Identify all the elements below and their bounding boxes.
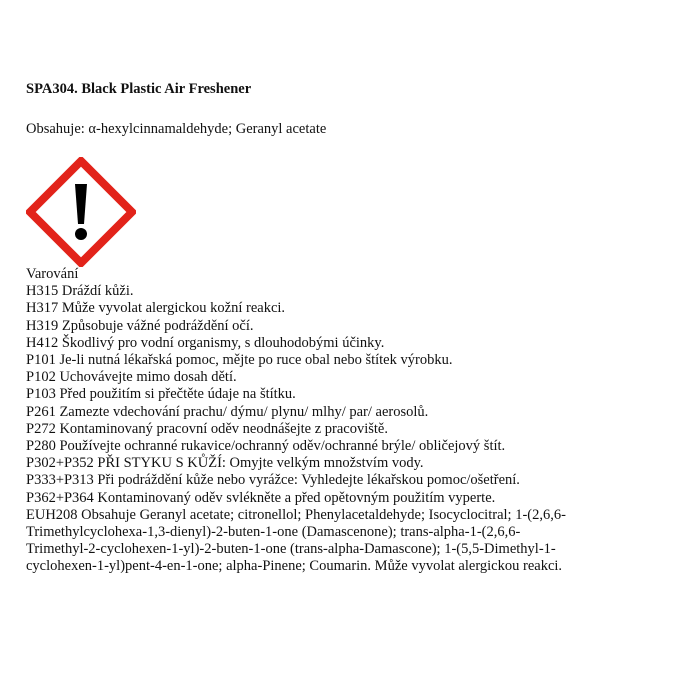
hazard-statement: H317 Může vyvolat alergickou kožní reakci. (26, 300, 286, 317)
euh208-statement-line: Trimethyl-2-cyclohexen-1-yl)-2-buten-1-one (trans-alpha-Damascone); 1-(5,5-Dimethyl-1- (26, 541, 556, 558)
signal-word: Varování (26, 266, 79, 282)
product-title: SPA304. Black Plastic Air Freshener (26, 81, 252, 97)
euh208-statement-line: Trimethylcyclohexa-1,3-dienyl)-2-buten-1-one (Damascenone); trans-alpha-1-(2,6,6- (26, 524, 521, 541)
precautionary-statement: P333+P313 Při podráždění kůže nebo vyrážce: Vyhledejte lékařskou pomoc/ošetření. (26, 472, 520, 489)
precautionary-statement: P280 Používejte ochranné rukavice/ochranný oděv/ochranné brýle/ obličejový štít. (26, 438, 506, 455)
precautionary-statement: P302+P352 PŘI STYKU S KŮŽÍ: Omyjte velkým množstvím vody. (26, 455, 424, 472)
hazard-statement: H412 Škodlivý pro vodní organismy, s dlouhodobými účinky. (26, 334, 385, 351)
euh208-statement-line: EUH208 Obsahuje Geranyl acetate; citronellol; Phenylacetaldehyde; Isocyclocitral; 1-(2,6,6- (26, 506, 566, 523)
hazard-text-block (26, 266, 666, 576)
euh208-statement-line: cyclohexen-1-yl)pent-4-en-1-one; alpha-Pinene; Coumarin. Může vyvolat alergickou reakci. (26, 558, 563, 575)
exclamation-mark-hazard-icon (26, 157, 136, 267)
precautionary-statement: P101 Je-li nutná lékařská pomoc, mějte po ruce obal nebo štítek výrobku. (26, 352, 453, 369)
precautionary-statement: P102 Uchovávejte mimo dosah dětí. (26, 369, 237, 386)
contains-ingredients: Obsahuje: α-hexylcinnamaldehyde; Geranyl acetate (26, 121, 327, 137)
precautionary-statement: P261 Zamezte vdechování prachu/ dýmu/ plynu/ mlhy/ par/ aerosolů. (26, 403, 429, 420)
precautionary-statement: P272 Kontaminovaný pracovní oděv neodnášejte z pracoviště. (26, 420, 388, 437)
precautionary-statement: P103 Před použitím si přečtěte údaje na štítku. (26, 386, 296, 403)
hazard-statement: H319 Způsobuje vážné podráždění očí. (26, 317, 254, 334)
precautionary-statement: P362+P364 Kontaminovaný oděv svlékněte a před opětovným použitím vyperte. (26, 489, 496, 506)
hazard-statement: H315 Dráždí kůži. (26, 283, 134, 300)
